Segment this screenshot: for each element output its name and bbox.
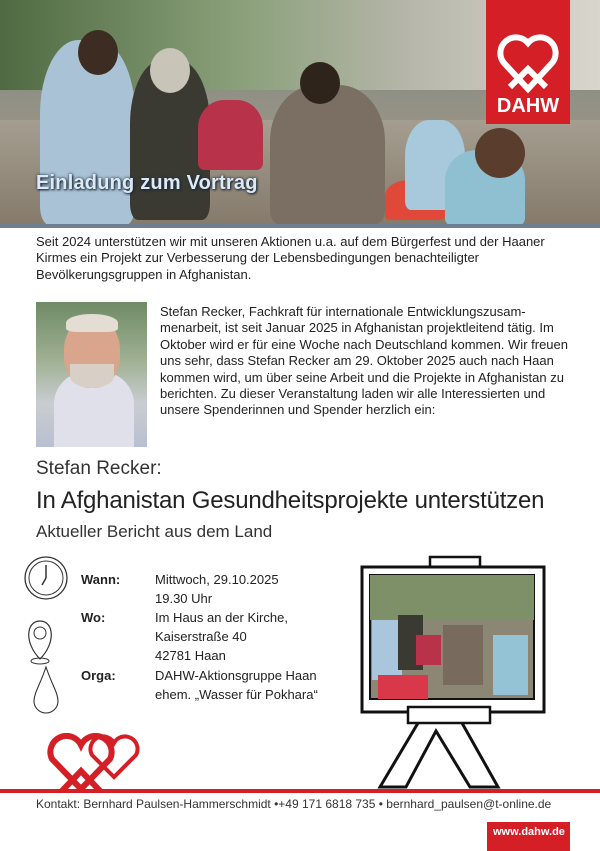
header-divider: [0, 224, 600, 228]
orga-line1: DAHW-Aktionsgruppe Haan: [155, 668, 317, 683]
when-date: Mittwoch, 29.10.2025: [155, 572, 279, 587]
when-label: Wann:: [81, 572, 121, 587]
website-link[interactable]: www.dahw.de: [487, 822, 570, 851]
orga-line2: ehem. „Wasser für Pokhara“: [155, 687, 318, 702]
talk-subtitle: Aktueller Bericht aus dem Land: [36, 522, 273, 541]
intro-text: Seit 2024 unterstützen wir mit unseren Aktionen u.a. auf dem Bürgerfest und der Haaner Kirmes ein Projekt zur Verbesserung der Lebensbedingungen benachteiligter Bevölkerungsgruppen in Afghanistan.: [36, 234, 545, 282]
detail-icons: [20, 555, 72, 715]
footer-divider: [0, 789, 600, 793]
water-drop-icon: [34, 667, 58, 713]
clock-icon: [25, 557, 67, 599]
where-label: Wo:: [81, 610, 106, 625]
speaker-bio: Stefan Recker, Fachkraft für internationale Entwicklungszusam-menarbeit, ist seit Januar 2025 in Afghanistan projektleitend tätig. Im Oktober wird er für eine Woche nach Deutschland kommen. Wir freuen uns sehr, dass Stefan Recker am 29. Oktober 2025 auch nach Haan kommen wird, um über seine Arbeit und die Projekte in Afghanistan zu berichten. Zu dieser Veranstaltung laden wir alle Interessierten und unsere Spenderinnen und Spender herzlich ein:: [160, 304, 568, 418]
hearts-logo-icon: [46, 733, 142, 793]
hearts-logo-icon: [496, 29, 560, 95]
dahw-logo: [486, 0, 570, 124]
logo-text: DAHW: [496, 95, 560, 117]
easel-illustration: [358, 555, 548, 807]
where-line3: 42781 Haan: [155, 648, 226, 663]
where-line2: Kaiserstraße 40: [155, 629, 247, 644]
speaker-portrait: [36, 302, 147, 447]
location-pin-icon: [29, 621, 52, 664]
page-title: Einladung zum Vortrag: [36, 172, 258, 194]
when-time: 19.30 Uhr: [155, 591, 213, 606]
speaker-name: Stefan Recker:: [36, 458, 162, 479]
where-line1: Im Haus an der Kirche,: [155, 610, 288, 625]
talk-title: In Afghanistan Gesundheitsprojekte unterstützen: [36, 487, 545, 514]
orga-label: Orga:: [81, 668, 116, 683]
contact-info: Kontakt: Bernhard Paulsen-Hammerschmidt •+49 171 6818 735 • bernhard_paulsen@t-online.de: [36, 797, 552, 811]
